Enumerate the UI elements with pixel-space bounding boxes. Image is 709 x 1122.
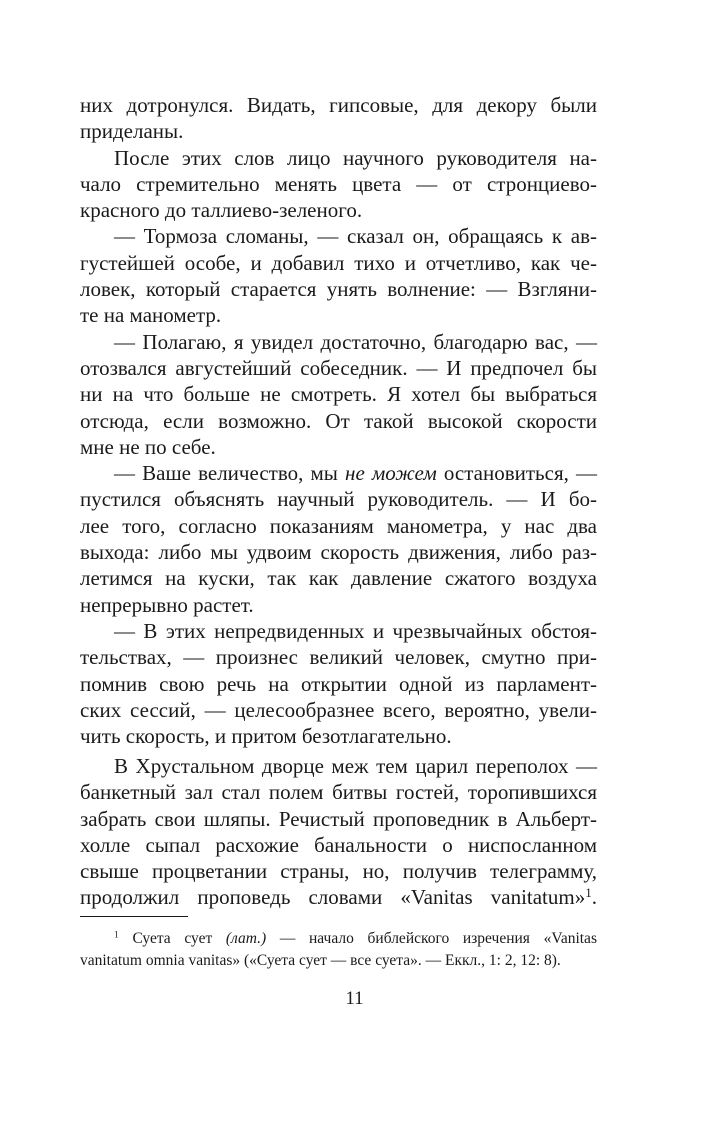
footnote	[80, 928, 597, 972]
text-line: густейшей особе, и добавил тихо и отчетливо, как че-	[80, 250, 597, 275]
text-fragment: Суета сует	[118, 930, 226, 947]
text-line: После этих слов лицо научного руководителя на-	[114, 145, 597, 170]
text-line: выхода: либо мы удвоим скорость движения, либо раз-	[80, 540, 597, 565]
footnote-line	[80, 928, 597, 950]
text-fragment: остановиться, —	[436, 461, 597, 486]
footnote-reference[interactable]: 1	[585, 885, 592, 901]
text-line: — Тормоза сломаны, — сказал он, обращаясь к ав-	[114, 224, 597, 249]
crystal-palace-paragraph	[80, 753, 597, 911]
text-line: забрать свои шляпы. Речистый проповедник в Альберт-	[80, 806, 597, 831]
text-line: них дотронулся. Видать, гипсовые, для декору были	[80, 93, 597, 117]
text-line: мне не по себе.	[80, 434, 216, 459]
italic-phrase: (лат.)	[225, 930, 267, 947]
text-fragment: — начало библейского изречения «Vanitas	[266, 930, 597, 947]
text-line: ловек, который старается унять волнение: — Взгляни-	[80, 277, 597, 302]
text-line: тельствах, — произнес великий человек, смутно при-	[80, 645, 597, 670]
text-fragment: — Ваше величество, мы	[114, 461, 346, 486]
text-line: летимся на куски, так как давление сжатого воздуха	[80, 566, 597, 591]
text-line: чить скорость, и притом безотлагательно.	[80, 724, 452, 749]
text-line: непрерывно растет.	[80, 592, 254, 617]
text-line: — Полагаю, я увидел достаточно, благодарю вас, —	[114, 329, 597, 354]
text-line: лее того, согласно показаниям манометра, у нас два	[80, 513, 597, 538]
footnote-line: vanitatum omnia vanitas» («Суета сует — все суета». — Еккл., 1: 2, 12: 8).	[80, 952, 561, 969]
footnote-mark: 1	[114, 929, 119, 941]
text-fragment: продолжил проповедь словами «Vanitas vanitatum»	[80, 885, 586, 910]
text-line: помнив свою речь на открытии одной из парламент-	[80, 671, 597, 696]
text-fragment: .	[591, 885, 597, 910]
text-line: отсюда, если возможно. От такой высокой скорости	[80, 408, 597, 433]
text-line: свыше процветании страны, но, получив телеграмму,	[80, 859, 597, 884]
text-line: чало стремительно менять цвета — от стронциево-	[80, 171, 597, 196]
text-line	[80, 884, 597, 910]
text-line: приделаны.	[80, 119, 184, 144]
text-line	[80, 460, 597, 486]
footnote-divider	[80, 916, 188, 917]
italic-phrase: не можем	[345, 461, 437, 486]
text-line: В Хрустальном дворце меж тем царил переполох —	[114, 754, 597, 778]
text-line: те на манометр.	[80, 303, 222, 328]
text-line: красного до таллиево-зеленого.	[80, 198, 363, 223]
text-line: пустился объяснять научный руководитель. — И бо-	[80, 487, 597, 512]
text-line: отозвался августейший собеседник. — И предпочел бы	[80, 355, 597, 380]
text-line: банкетный зал стал полем битвы гостей, торопившихся	[80, 780, 597, 805]
text-line: ских сессий, — целесообразнее всего, вероятно, увели-	[80, 697, 597, 722]
text-line: — В этих непредвиденных и чрезвычайных обстоя-	[114, 618, 597, 643]
main-text	[80, 92, 597, 749]
page-number: 11	[345, 988, 364, 1009]
text-line: ни на что больше не смотреть. Я хотел бы выбраться	[80, 382, 597, 407]
text-line: холле сыпал расхожие банальности о ниспосланном	[80, 832, 597, 857]
